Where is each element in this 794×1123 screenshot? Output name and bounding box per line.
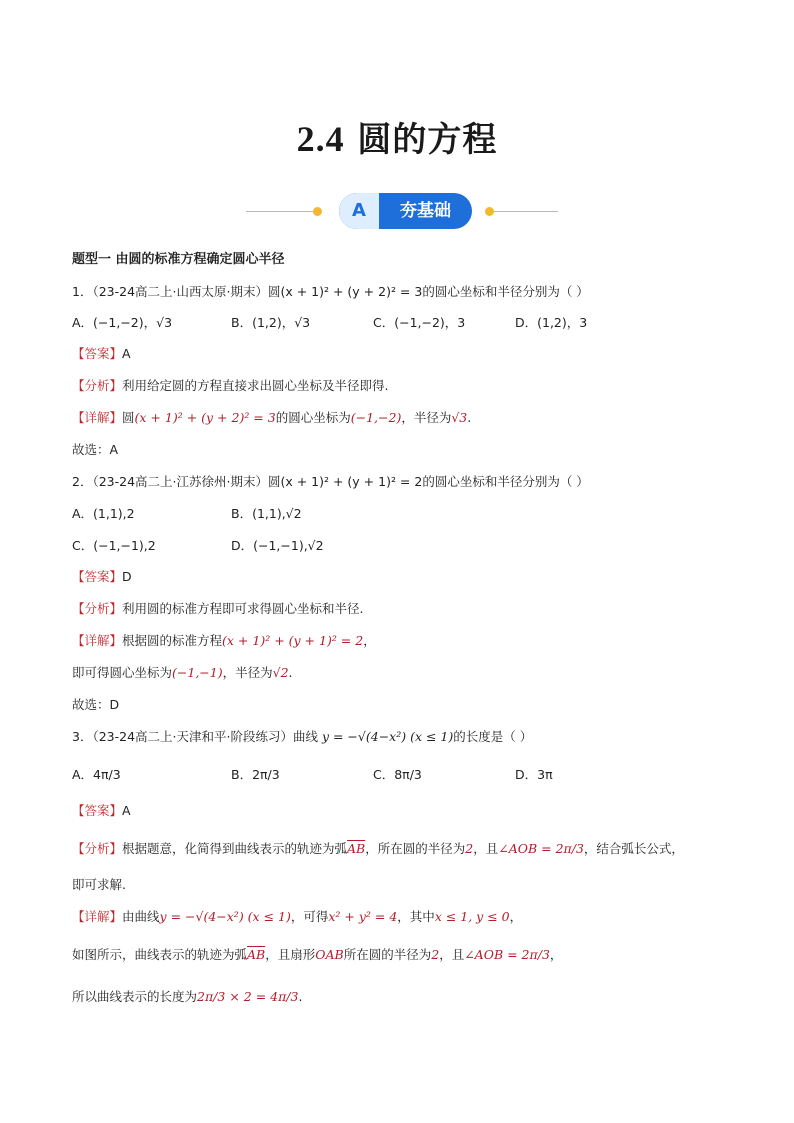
q2-detail-line2 bbox=[72, 664, 293, 682]
answer-value: A bbox=[122, 803, 131, 818]
detail-text: ，半径为 bbox=[401, 410, 452, 425]
detail-center: (−1,−1) bbox=[172, 665, 223, 680]
level-pill bbox=[339, 193, 472, 229]
q1-option-a: A．(−1,−2)，√3 bbox=[72, 315, 173, 330]
q3-option-c: C．8π/3 bbox=[373, 767, 422, 782]
q1-answer bbox=[72, 345, 131, 363]
title-number: 2.4 bbox=[296, 119, 345, 159]
answer-value: D bbox=[122, 569, 132, 584]
analysis-text: ，结合弧长公式， bbox=[583, 841, 684, 856]
analysis-text: ，且 bbox=[473, 841, 499, 856]
detail-equation: (x + 1)² + (y + 2)² = 3 bbox=[134, 410, 276, 425]
level-label: 夯基础 bbox=[400, 201, 451, 221]
analysis-tag: 【分析】 bbox=[72, 378, 123, 393]
detail-text: ，且扇形 bbox=[265, 947, 316, 962]
q2-detail bbox=[72, 632, 376, 650]
curve-equation: y = −√(4−x²) (x ≤ 1) bbox=[159, 909, 291, 924]
level-badge: A bbox=[339, 193, 379, 229]
analysis-tag: 【分析】 bbox=[72, 601, 123, 616]
divider-left bbox=[246, 211, 314, 212]
angle-aob: ∠AOB = 2π/3 bbox=[464, 947, 550, 962]
radius-value: 2 bbox=[465, 841, 474, 856]
title-text: 圆的方程 bbox=[357, 120, 498, 160]
condition: x ≤ 1, y ≤ 0 bbox=[434, 909, 510, 924]
q3-detail-line2 bbox=[72, 946, 562, 964]
detail-text: 由曲线 bbox=[122, 909, 160, 924]
q2-option-b: B．(1,1),√2 bbox=[231, 506, 302, 521]
stem-text: 3．（23-24高二上·天津和平·阶段练习）曲线 bbox=[72, 729, 322, 744]
q2-stem: 2．（23-24高二上·江苏徐州·期末）圆(x + 1)² + (y + 1)² = 2的圆心坐标和半径分别为（ ） bbox=[72, 474, 589, 489]
q2-option-a: A．(1,1),2 bbox=[72, 506, 135, 521]
detail-text: ，且 bbox=[439, 947, 465, 962]
detail-tag: 【详解】 bbox=[72, 633, 123, 648]
q2-option-c: C．(−1,−1),2 bbox=[72, 538, 156, 553]
q3-answer bbox=[72, 802, 131, 820]
q3-detail-line3 bbox=[72, 988, 302, 1006]
detail-text: 所以曲线表示的长度为 bbox=[72, 989, 198, 1004]
answer-tag: 【答案】 bbox=[72, 346, 123, 361]
detail-text: . bbox=[467, 410, 472, 425]
answer-tag: 【答案】 bbox=[72, 569, 123, 584]
q2-option-d: D．(−1,−1),√2 bbox=[231, 538, 324, 553]
q3-analysis-line2: 即可求解. bbox=[72, 877, 126, 892]
detail-radius: √2 bbox=[272, 665, 289, 680]
q1-option-c: C．(−1,−2)，3 bbox=[373, 315, 466, 330]
q1-stem: 1．（23-24高二上·山西太原·期末）圆(x + 1)² + (y + 2)² = 3的圆心坐标和半径分别为（ ） bbox=[72, 284, 589, 299]
detail-tag: 【详解】 bbox=[72, 909, 123, 924]
angle-aob: ∠AOB = 2π/3 bbox=[498, 841, 584, 856]
stem-equation: y = −√(4−x²) (x ≤ 1) bbox=[321, 729, 454, 744]
q3-option-d: D．3π bbox=[515, 767, 553, 782]
detail-text: ，半径为 bbox=[222, 665, 273, 680]
analysis-text: 根据题意，化简得到曲线表示的轨迹为弧 bbox=[122, 841, 348, 856]
detail-text: 根据圆的标准方程 bbox=[122, 633, 223, 648]
dot-left-icon bbox=[313, 207, 322, 216]
arc-length: 2π/3 × 2 = 4π/3 bbox=[197, 989, 299, 1004]
q3-option-a: A．4π/3 bbox=[72, 767, 121, 782]
q2-choice: 故选：D bbox=[72, 697, 120, 712]
detail-text: ，其中 bbox=[397, 909, 435, 924]
circle-equation: x² + y² = 4 bbox=[328, 909, 398, 924]
page-title bbox=[0, 112, 794, 161]
radius-value: 2 bbox=[431, 947, 440, 962]
detail-text: ，可得 bbox=[290, 909, 329, 924]
detail-text: 即可得圆心坐标为 bbox=[72, 665, 173, 680]
detail-text: 所在圆的半径为 bbox=[343, 947, 432, 962]
arc-ab: $\overline{AB}$ bbox=[247, 947, 266, 962]
arc-ab: $\overline{AB}$ bbox=[347, 841, 366, 856]
analysis-text: 利用圆的标准方程即可求得圆心坐标和半径. bbox=[122, 601, 364, 616]
q1-option-b: B．(1,2)，√3 bbox=[231, 315, 311, 330]
detail-radius: √3 bbox=[451, 410, 468, 425]
q2-analysis bbox=[72, 600, 364, 618]
section-heading: 题型一 由圆的标准方程确定圆心半径 bbox=[72, 252, 285, 267]
answer-tag: 【答案】 bbox=[72, 803, 123, 818]
q2-answer bbox=[72, 568, 132, 586]
answer-value: A bbox=[122, 346, 131, 361]
detail-tag: 【详解】 bbox=[72, 410, 123, 425]
detail-text: ， bbox=[363, 633, 376, 648]
sector-oab: OAB bbox=[315, 947, 344, 962]
q3-option-b: B．2π/3 bbox=[231, 767, 280, 782]
detail-text: . bbox=[298, 989, 303, 1004]
detail-text: 如图所示，曲线表示的轨迹为弧 bbox=[72, 947, 248, 962]
detail-text: 圆 bbox=[122, 410, 135, 425]
q3-analysis bbox=[72, 840, 684, 858]
analysis-text: ，所在圆的半径为 bbox=[365, 841, 466, 856]
stem-text: 的长度是（ ） bbox=[453, 729, 533, 744]
q1-analysis bbox=[72, 377, 389, 395]
detail-text: . bbox=[288, 665, 293, 680]
detail-text: ， bbox=[509, 909, 523, 924]
detail-equation: (x + 1)² + (y + 1)² = 2 bbox=[222, 633, 364, 648]
divider-right bbox=[490, 211, 558, 212]
q3-detail bbox=[72, 908, 522, 926]
q1-choice: 故选：A bbox=[72, 442, 119, 457]
section-banner bbox=[0, 193, 794, 229]
analysis-text: 利用给定圆的方程直接求出圆心坐标及半径即得. bbox=[122, 378, 389, 393]
detail-center: (−1,−2) bbox=[350, 410, 402, 425]
q1-option-d: D．(1,2)，3 bbox=[515, 315, 588, 330]
detail-text: ， bbox=[549, 947, 563, 962]
q3-stem bbox=[72, 728, 532, 746]
analysis-tag: 【分析】 bbox=[72, 841, 123, 856]
q1-detail bbox=[72, 409, 471, 427]
detail-text: 的圆心坐标为 bbox=[275, 410, 351, 425]
